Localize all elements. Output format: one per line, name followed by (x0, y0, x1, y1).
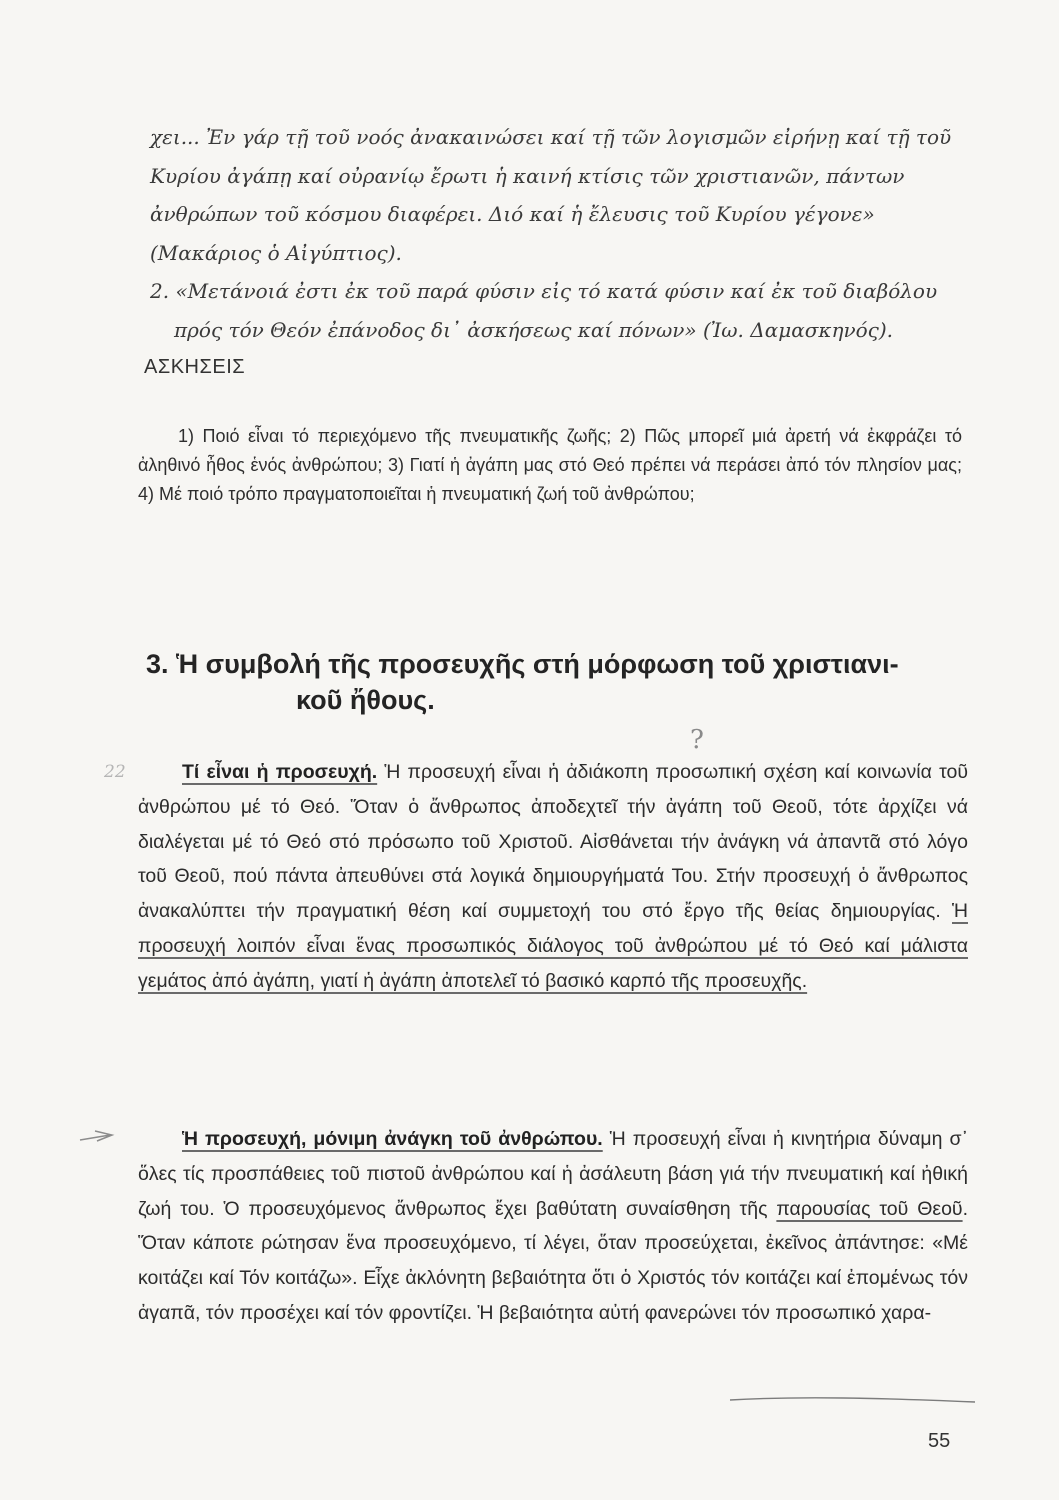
arrow-mark (80, 1131, 112, 1141)
page-number: 55 (928, 1430, 951, 1452)
paragraph-permanent-need (138, 1122, 968, 1331)
paragraph2-text-a: Ἡ προσευχή εἶναι ἡ κινητήρια δύναμη σ᾿ ὅλες τίς προσπάθειες τοῦ πιστοῦ ἀνθρώπου καί ἡ ἀσάλευτη βάση γιά τήν πνευματική καί ἠθική ζωή του. Ὁ προσευχόμενος ἄνθρωπος ἔχει βαθύτατη συναίσθηση τῆς (138, 1128, 969, 1220)
quote-item-2: 2. «Μετάνοιά ἐστι ἐκ τοῦ παρά φύσιν εἰς τό κατά φύσιν καί ἐκ τοῦ διαβόλου πρός τόν Θεόν ἐπάνοδος δι᾿ ἀσκήσεως καί πόνων» (Ἰω. Δαμασκηνός). (150, 279, 938, 342)
question-mark-annotation: ? (690, 725, 704, 755)
paragraph-lead-permanent-need: Ἡ προσευχή, μόνιμη ἀνάγκη τοῦ ἀνθρώπου. (182, 1128, 603, 1150)
paragraph1-text-b-underlined: Ἡ προσευχή λοιπόν εἶναι ἕνας προσωπικός διάλογος τοῦ ἀνθρώπου μέ τό Θεό καί μάλιστα γεμάτος ἀπό ἀγάπη, γιατί ἡ ἀγάπη ἀποτελεῖ τό βασικό καρπό τῆς προσευχῆς. (138, 900, 968, 992)
paragraph-what-is-prayer (138, 755, 968, 999)
quote-block (150, 118, 970, 349)
quote-continuation: χει... Ἐν γάρ τῇ τοῦ νοός ἀνακαινώσει καί τῇ τῶν λογισμῶν εἰρήνῃ καί τῇ τοῦ Κυρίου ἀγάπῃ καί οὐρανίῳ ἔρωτι ἡ καινή κτίσις τῶν χριστιανῶν, πάντων ἀνθρώπων τοῦ κόσμου διαφέρει. Διό καί ἡ ἔλευσις τοῦ Κυρίου γέγονε» (Μακάριος ὁ Αἰγύπτιος). (150, 125, 952, 265)
paragraph-lead-what-is-prayer: Τί εἶναι ἡ προσευχή. (182, 761, 378, 783)
margin-number-annotation: 22 (104, 762, 126, 782)
section-title-line1: 3. Ἡ συμβολή τῆς προσευχῆς στή μόρφωση τοῦ χριστιανι- (146, 649, 899, 679)
paragraph2-text-b: . Ὅταν κάποτε ρώτησαν ἕνα προσευχόμενο, τί λέγει, ὅταν προσεύχεται, ἐκεῖνος ἀπάντησε: «Μέ κοιτάζει καί Τόν κοιτάζω». Εἶχε ἀκλόνητη βεβαιότητα ὅτι ὁ Χριστός τόν κοιτάζει καί ἐπομένως τόν ἀγαπᾶ, τόν προσέχει καί τόν φροντίζει. Ἡ βεβαιότητα αὐτή φανερώνει τόν προσωπικό χαρα- (138, 1197, 969, 1324)
section-title (146, 646, 976, 718)
exercises-heading: ΑΣΚΗΣΕΙΣ (144, 356, 246, 378)
exercises-text: 1) Ποιό εἶναι τό περιεχόμενο τῆς πνευματικῆς ζωῆς; 2) Πῶς μπορεῖ μιά ἀρετή νά ἐκφράζει τό ἀληθινό ἦθος ἑνός ἀνθρώπου; 3) Γιατί ἡ ἀγάπη μας στό Θεό πρέπει νά περάσει ἀπό τόν πλησίον μας; 4) Μέ ποιό τρόπο πραγματοποιεῖται ἡ πνευματική ζωή τοῦ ἀνθρώπου; (138, 426, 962, 504)
section-title-line2: κοῦ ἤθους. (296, 685, 435, 715)
underline-stroke-mark (730, 1398, 975, 1402)
paragraph1-text-a: Ἡ προσευχή εἶναι ἡ ἀδιάκοπη προσωπική σχέση καί κοινωνία τοῦ ἀνθρώπου μέ τό Θεό. Ὅταν ὁ ἄνθρωπος ἀποδεχτεῖ τήν ἀγάπη τοῦ Θεοῦ, τότε ἀρχίζει νά διαλέγεται μέ τό Θεό στό πρόσωπο τοῦ Χριστοῦ. Αἰσθάνεται τήν ἀνάγκη νά ἀπαντᾶ στό λόγο τοῦ Θεοῦ, πού πάντα ἀπευθύνει στά λογικά δημιουργήματά Του. Στήν προσευχή ὁ ἄνθρωπος ἀνακαλύπτει τήν πραγματική θέση καί συμμετοχή του στό ἔργο τῆς θείας δημιουργίας. (138, 761, 969, 923)
paragraph2-highlight: παρουσίας τοῦ Θεοῦ (776, 1197, 963, 1220)
